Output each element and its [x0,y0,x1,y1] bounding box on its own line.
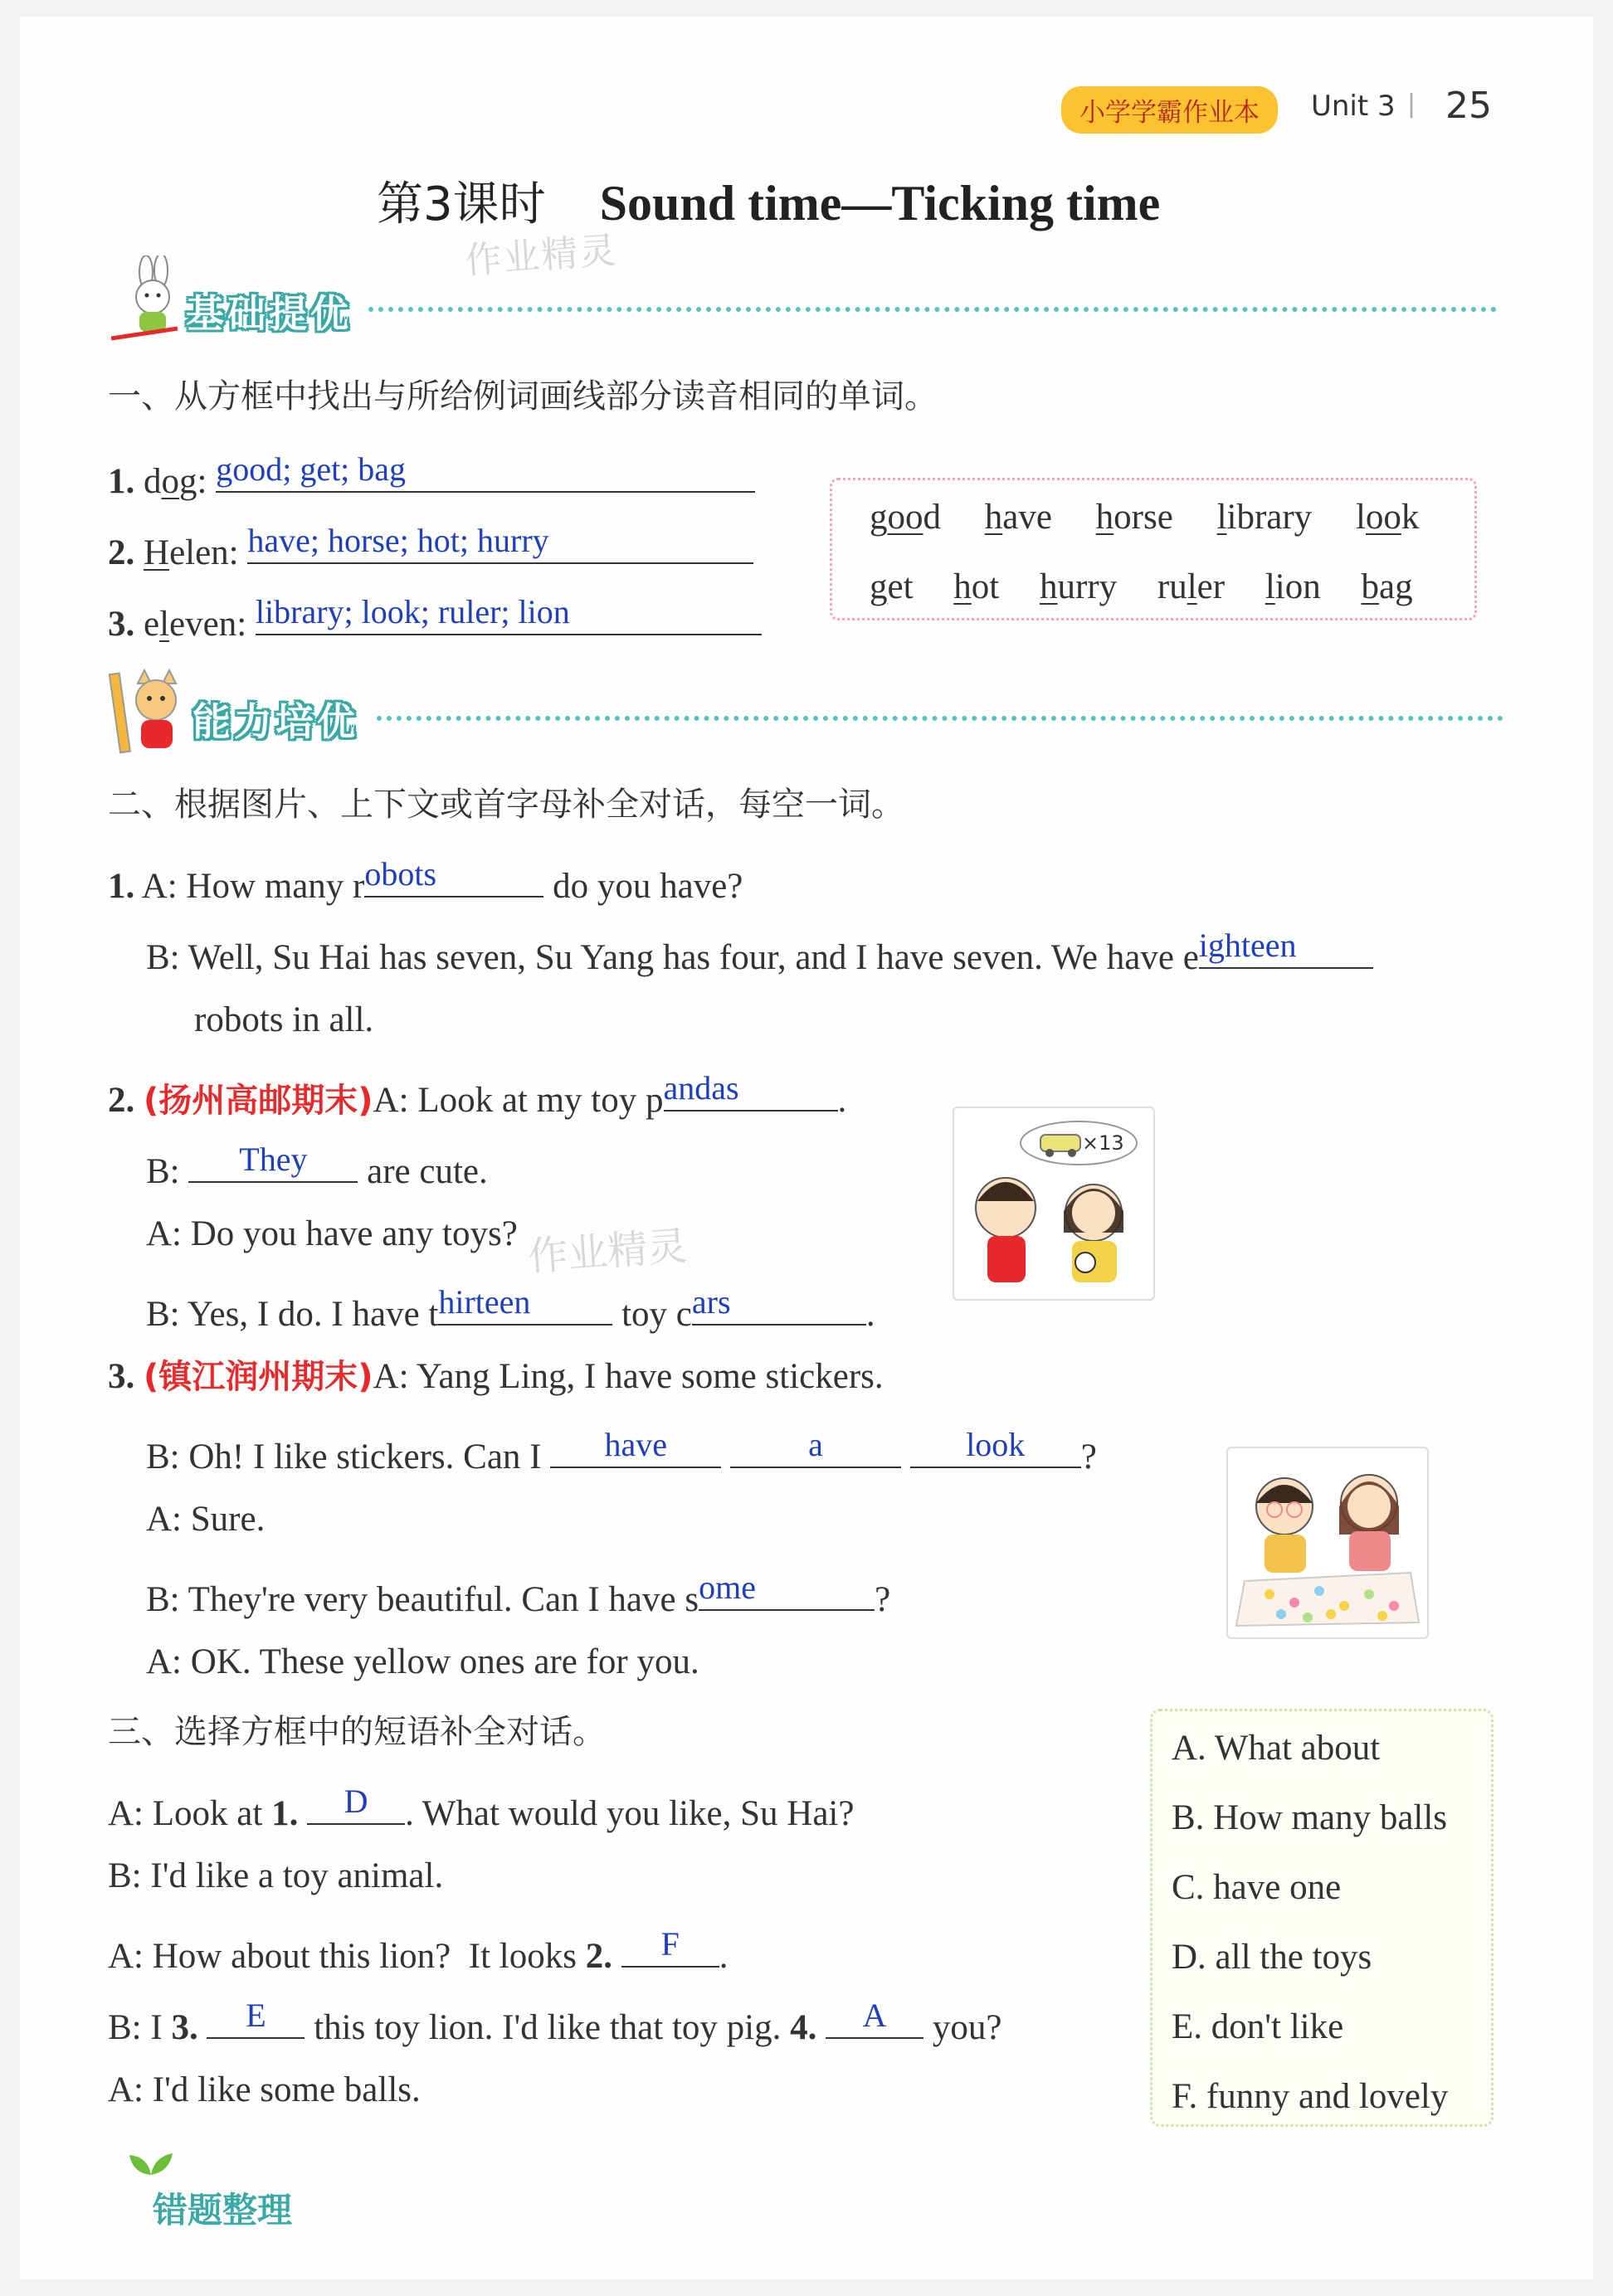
part2-q2-line-a1 [108,1069,847,1120]
option-f: F. funny and lovely [1172,2077,1449,2116]
part2-q1-line-b [146,927,1373,977]
dialog-text: B: Well, Su Hai has seven, Su Yang has four, and I have seven. We have e [146,938,1199,977]
word: library [1216,498,1313,537]
item-number: 3. [108,1357,135,1396]
option-a: A. What about [1172,1729,1381,1768]
part2-q2-line-b2 [146,1283,875,1334]
answer-blank[interactable] [826,1997,923,2039]
answer-text: D [344,1783,368,1820]
lesson-name: Sound time—Ticking time [599,176,1161,231]
example-word: eleven: [144,605,247,644]
section-basic-banner: 基础提优 [186,291,352,336]
part1-heading: 一、从方框中找出与所给例词画线部分读音相同的单词。 [108,377,938,416]
answer-text: ome [699,1569,756,1606]
part2-q2-line-a2: A: Do you have any toys? [146,1214,518,1253]
dialog-text: B: Yes, I do. I have t [146,1295,439,1334]
part2-q3-line-b1 [146,1426,1097,1476]
answer-blank[interactable] [438,1283,612,1326]
part2-q1-line-b-cont: robots in all. [194,1000,374,1039]
rabbit-mascot-icon [111,255,194,347]
part2-q1-line-a [108,855,743,906]
answer-text: F [660,1925,680,1963]
answer-text: obots [364,855,437,893]
part2-q3-line-a3: A: OK. These yellow ones are for you. [146,1642,699,1681]
part3-line-1 [108,1783,855,1833]
answer-blank[interactable] [364,855,543,897]
girls-stickers-picture [1226,1447,1429,1639]
word: horse [1095,498,1173,537]
answer-text: ighteen [1198,927,1297,964]
phrase-options-box [1150,1709,1494,2127]
section-ability-divider [377,716,1503,721]
answer-text: good; get; bag [216,450,407,488]
part2-heading: 二、根据图片、上下文或首字母补全对话，每空一词。 [108,786,904,824]
answer-text: have [604,1426,667,1463]
answer-blank[interactable] [730,1426,901,1468]
car-count-label: ×13 [1082,1131,1124,1155]
dialog-text: toy c [621,1295,692,1334]
answer-text: They [239,1141,308,1178]
section-basic-divider [368,307,1497,312]
option-c: C. have one [1172,1868,1342,1907]
dialog-text: A: Look at [108,1794,263,1833]
answer-text: hirteen [438,1283,531,1321]
item-number: 2. [108,1081,135,1120]
item-number: 1. [271,1794,299,1833]
item-number: 4. [790,2008,817,2047]
dialog-text: . [719,1937,729,1976]
page-title [377,168,1160,234]
answer-blank[interactable] [255,593,762,635]
part1-item-2 [108,522,753,572]
answer-blank[interactable] [663,1069,838,1112]
dialog-text: you? [932,2008,1002,2047]
dialog-text: A: Yang Ling, I have some stickers. [373,1357,884,1396]
part3-line-3 [108,1925,729,1976]
unit-label: Unit 3 [1311,90,1396,123]
answer-text: look [966,1426,1026,1463]
dialog-text: A: How many r [141,867,365,906]
page-number: 25 [1445,85,1492,127]
option-d: D. all the toys [1172,1938,1372,1977]
word: ruler [1157,567,1226,606]
dialog-text: ? [875,1580,891,1619]
item-number: 2. [585,1937,612,1976]
answer-text: andas [663,1069,739,1107]
header-separator: | [1407,90,1416,119]
toy-car-icon [1040,1135,1080,1151]
answer-blank[interactable] [307,1783,405,1825]
answer-blank[interactable] [207,1997,305,2039]
workbook-page [20,17,1593,2279]
answer-text: a [808,1426,823,1463]
source-tag: (扬州高邮期末) [144,1082,373,1120]
answer-text: ars [691,1283,731,1321]
source-tag: (镇江润州期末) [144,1358,373,1396]
dialog-text: this toy lion. I'd like that toy pig. [314,2008,782,2047]
part3-line-2: B: I'd like a toy animal. [108,1856,444,1895]
dialog-text: B: [146,1152,180,1191]
section-ability-banner: 能力培优 [192,699,358,744]
dialog-text: A: How about this lion? It looks [108,1937,577,1976]
part2-q3-line-a2: A: Sure. [146,1500,266,1539]
answer-text: library; look; ruler; lion [255,593,570,630]
dialog-text: . [837,1081,847,1120]
part2-q3-line-b2 [146,1569,891,1619]
option-b: B. How many balls [1172,1798,1448,1837]
lesson-number: 第3课时 [377,178,546,231]
dialog-text: B: I [108,2008,163,2047]
word-box-row-1 [870,499,1419,535]
answer-blank[interactable] [699,1569,875,1611]
dialog-text: A: Look at my toy p [373,1081,664,1120]
book-badge: 小学学霸作业本 [1061,86,1278,134]
kids-toy-cars-picture [953,1107,1155,1301]
watermark: 作业精灵 [463,229,619,283]
dialog-text: . [865,1295,875,1334]
answer-blank[interactable] [691,1283,866,1326]
watermark-2: 作业精灵 [526,1223,690,1281]
leaf-icon [126,2150,176,2178]
cat-mascot-icon [108,665,199,765]
word: hot [953,567,1000,606]
answer-text: have; horse; hot; hurry [247,522,549,559]
word: have [984,498,1052,537]
dialog-text: B: They're very beautiful. Can I have s [146,1580,699,1619]
part3-heading: 三、选择方框中的短语补全对话。 [108,1713,606,1751]
word: lion [1265,567,1321,606]
part3-line-5: A: I'd like some balls. [108,2070,421,2109]
part2-q2-line-b1 [146,1141,488,1191]
dialog-text: do you have? [553,867,743,906]
word: hurry [1040,567,1118,606]
mistakes-review-label: 错题整理 [153,2190,293,2230]
word: look [1355,498,1420,537]
answer-blank[interactable] [1198,927,1373,969]
item-number: 3. [108,605,135,644]
answer-blank[interactable] [247,522,753,564]
part1-item-3 [108,593,762,644]
example-word: Helen: [144,533,239,572]
option-e: E. don't like [1172,2007,1344,2046]
item-number: 2. [108,533,135,572]
answer-blank[interactable] [188,1141,358,1183]
item-number: 1. [108,462,135,501]
dialog-text: are cute. [367,1152,488,1191]
word: bag [1361,567,1413,606]
item-number: 1. [108,867,135,906]
answer-text: E [246,1997,266,2034]
part2-q3-line-a1 [108,1359,884,1394]
answer-blank[interactable] [621,1925,719,1968]
dialog-text: . What would you like, Su Hai? [405,1794,855,1833]
answer-blank[interactable] [910,1426,1081,1468]
part3-line-4 [108,1997,1002,2047]
word-box-row-2 [870,569,1413,605]
word: good [870,498,941,537]
example-word: dog: [144,462,207,501]
dialog-text: ? [1080,1437,1097,1476]
part1-item-1 [108,450,755,501]
answer-blank[interactable] [550,1426,721,1468]
dialog-text: B: Oh! I like stickers. Can I [146,1437,542,1476]
item-number: 3. [171,2008,198,2047]
answer-text: A [862,1997,887,2034]
word: get [870,567,914,606]
answer-blank[interactable] [216,450,755,493]
